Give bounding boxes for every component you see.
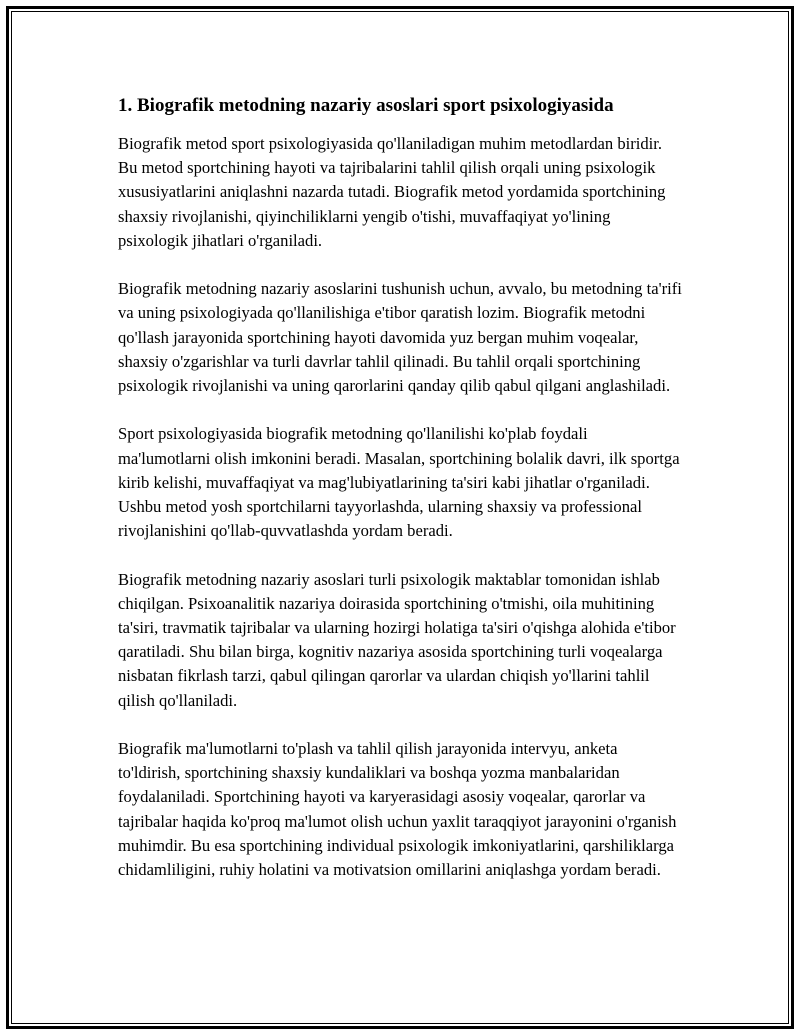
document-body [118,94,684,906]
paragraph-4: Biografik metodning nazariy asoslari turli psixologik maktablar tomonidan ishlab chiqilgan. Psixoanalitik nazariya doirasida sportchining o'tmishi, oila muhitining ta'siri, travmatik tajribalar va ularning hozirgi holatiga ta'siri o'qishga alohida e'tibor qaratiladi. Shu bilan birga, kognitiv nazariya asosida sportchining turli voqealarga nisbatan fikrlash tarzi, qabul qilingan qarorlar va ulardan chiqish yo'llarini tahlil qilish qo'llaniladi. [118,569,676,710]
paragraph-2: Biografik metodning nazariy asoslarini tushunish uchun, avvalo, bu metodning ta'rifi va uning psixologiyada qo'llanilishiga e'tibor qaratish lozim. Biografik metodni qo'llash jarayonida sportchining hayoti davomida yuz bergan muhim voqealar, shaxsiy o'zgarishlar va turli davrlar tahlil qilinadi. Bu tahlil orqali sportchining psixologik rivojlanishi va uning qarorlarini qanday qilib qabul qilgani anglashiladi. [118,279,682,396]
paragraph-5: Biografik ma'lumotlarni to'plash va tahlil qilish jarayonida intervyu, anketa to'ldirish, sportchining shaxsiy kundaliklari va boshqa yozma manbalaridan foydalaniladi. Sportchining hayoti va karyerasidagi asosiy voqealar, qarorlar va tajribalar haqida ko'proq ma'lumot olish uchun yaxlit taraqqiyot jarayonini o'rganish muhimdir. Bu esa sportchining individual psixologik imkoniyatlarini, qarshiliklarga chidamliligini, ruhiy holatini va motivatsion omillarini aniqlashga yordam beradi. [118,739,677,880]
paragraph-1: Biografik metod sport psixologiyasida qo'llaniladigan muhim metodlardan biridir. Bu metod sportchining hayoti va tajribalarini tahlil qilish orqali uning psixologik xususiyatlarini aniqlashni nazarda tutadi. Biografik metod yordamida sportchining shaxsiy rivojlanishi, qiyinchiliklarni yengib o'tishi, muvaffaqiyat yo'lining psixologik jihatlari o'rganiladi. [118,134,666,250]
section-title: 1. Biografik metodning nazariy asoslari sport psixologiyasida [118,95,614,116]
paragraph-3: Sport psixologiyasida biografik metodning qo'llanilishi ko'plab foydali ma'lumotlarni olish imkonini beradi. Masalan, sportchining bolalik davri, ilk sportga kirib kelishi, muvaffaqiyat va mag'lubiyatlarining ta'siri kabi jihatlar o'rganiladi. Ushbu metod yosh sportchilarni tayyorlashda, ularning shaxsiy va professional rivojlanishini qo'llab-quvvatlashda yordam beradi. [118,424,680,541]
